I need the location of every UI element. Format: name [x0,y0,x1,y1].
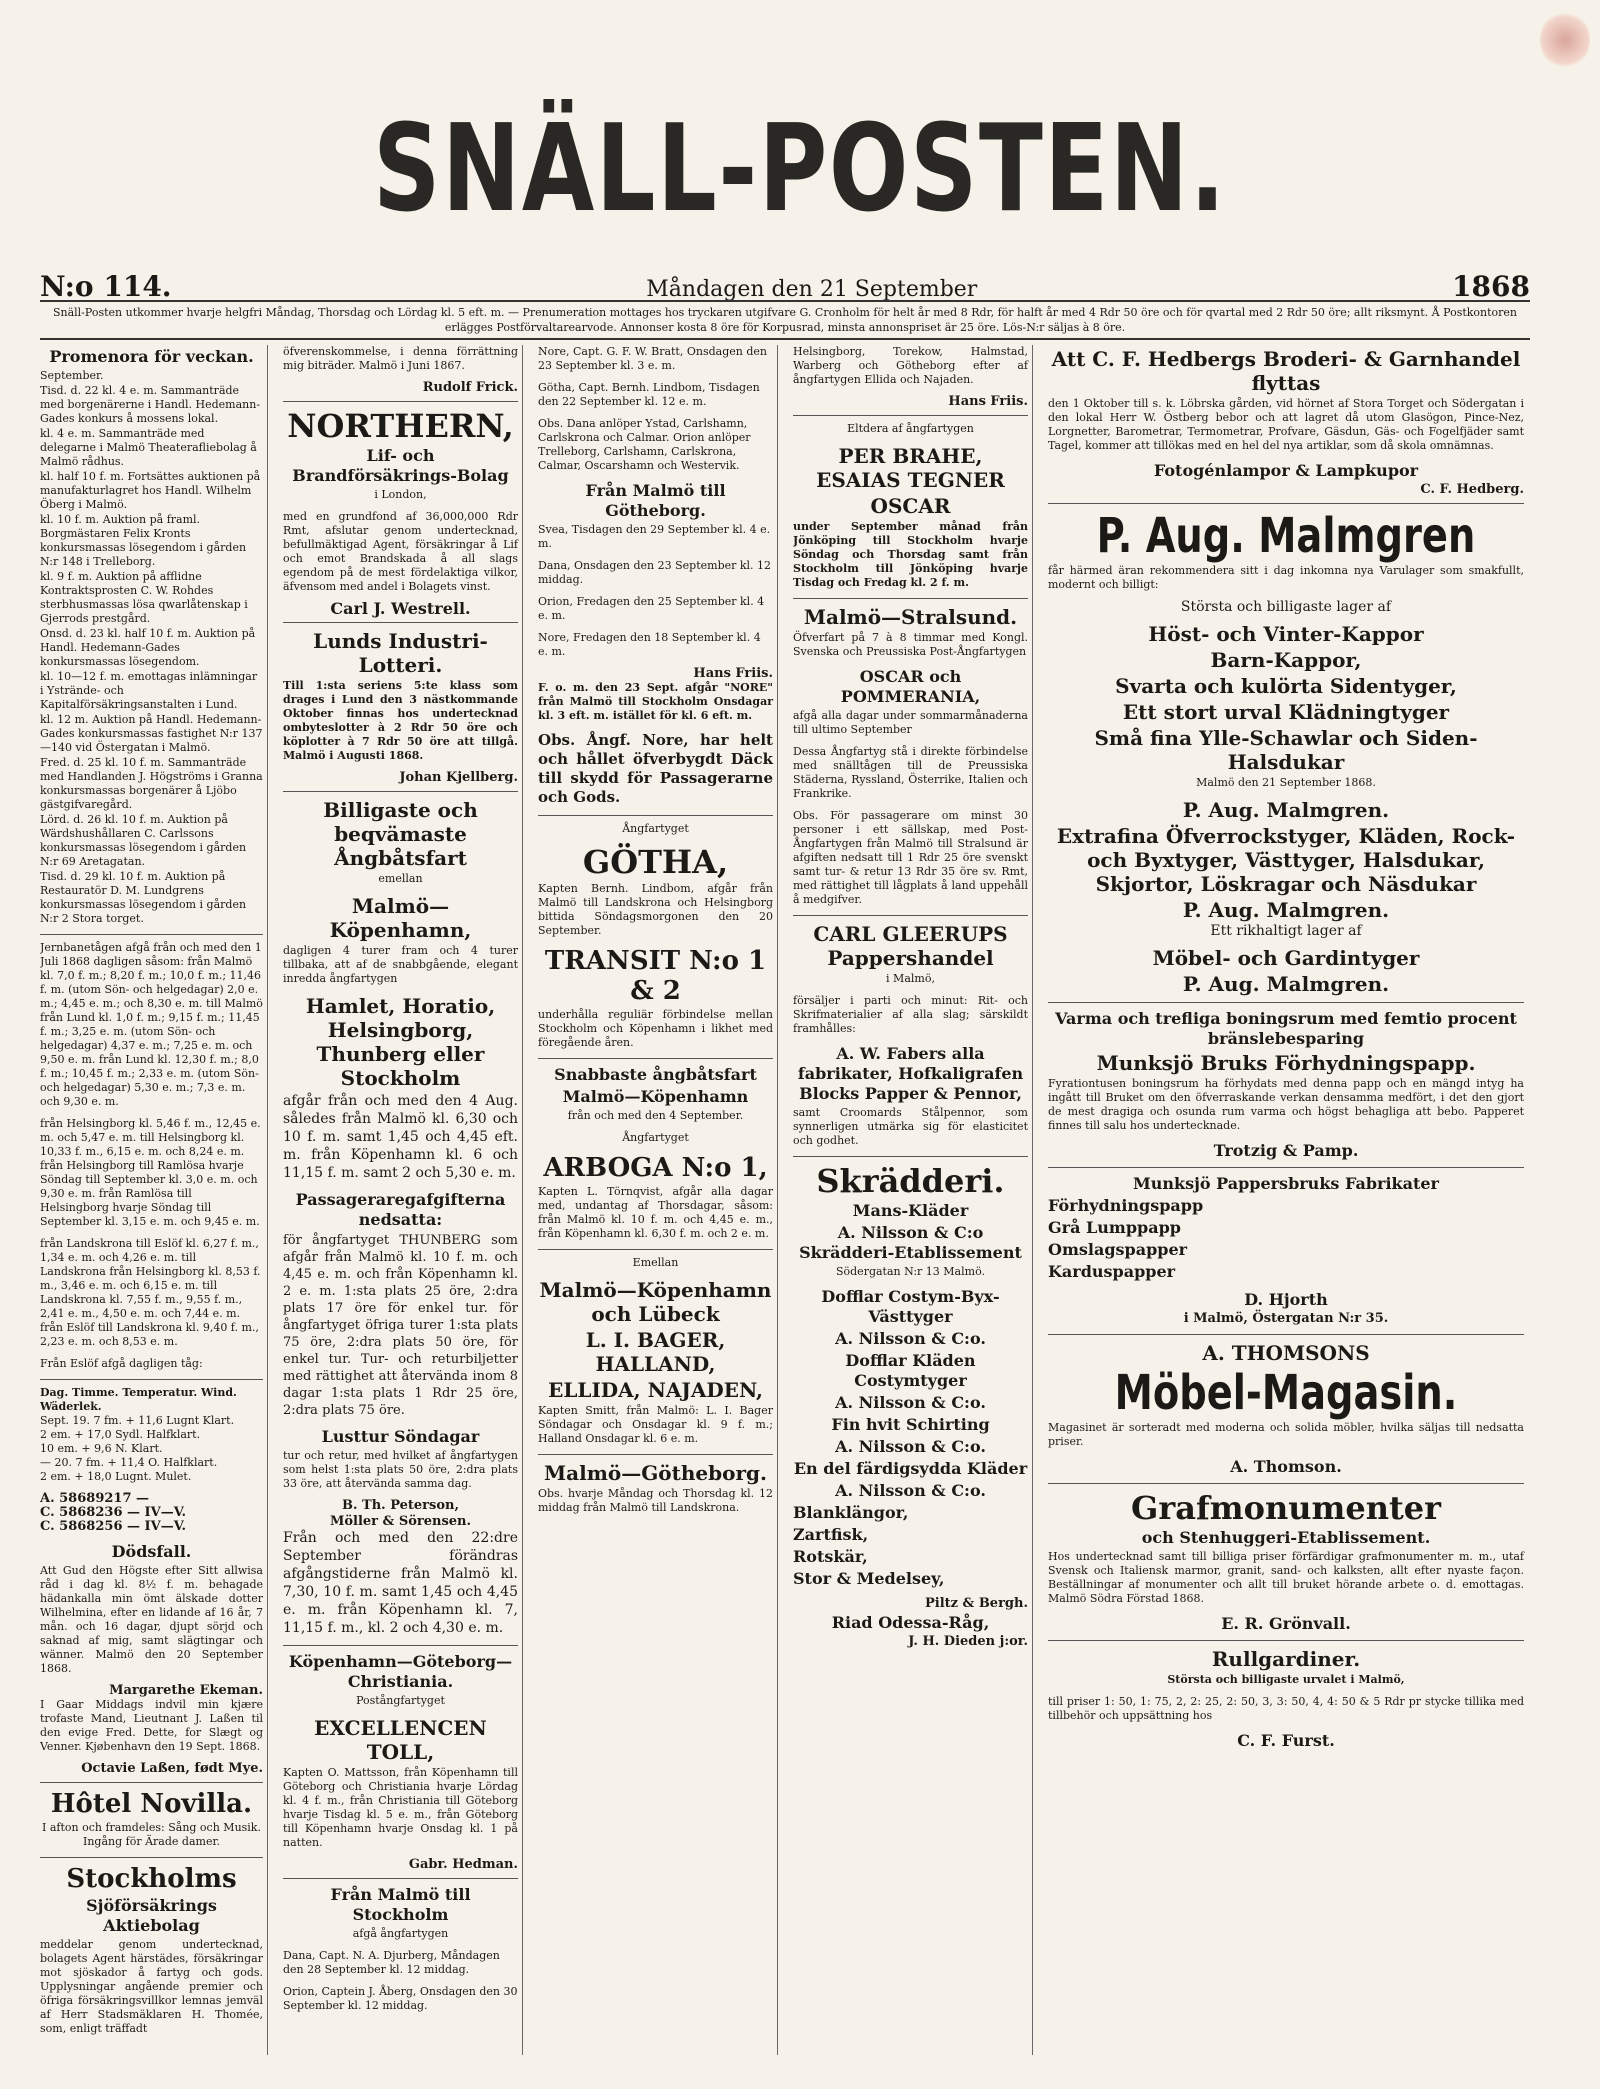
list-item: Tisd. d. 22 kl. 4 e. m. Sammanträde med borgenärerne i Handl. Hedemann-Gades konkurs å mossens lokal. [40,384,261,425]
gotha-pre: Ångfartyget [622,822,689,835]
moller-text: Från och med den 22:dre September förändras afgångstiderne från Malmö kl. 7,30, 10 f. m. samt 1,45 och 4,45 e. m. från Köpenhamn kl. 7, 11,15 f. m., kl. 2 och 4,30 e. m. [283,1530,518,1636]
promenade-block [40,347,263,926]
malmgren-item: Svarta och kulörta Sidentyger, [1115,674,1457,698]
oscar-title: OSCAR [870,494,951,518]
graf-text: Hos undertecknad samt till billiga priser förfärdigar grafmonumenter m. m., utaf Svensk och Italiensk marmor, granit, sand- och kalksten, allt efter nyaste façon. Beställningar af monumenter och allt till bruket hörande arbete o. d. emottagas. Malmö Södra Förstad 1868. [1048,1550,1524,1605]
dana2-line: Dana, Onsdagen den 23 September kl. 12 middag. [538,559,772,586]
list-item: Rotskär, [793,1547,868,1566]
mg-title: Malmö—Götheborg. [544,1461,767,1485]
kgc-sig: Gabr. Hedman. [408,1857,518,1872]
nilsson2: A. Nilsson & C:o. [835,1329,986,1348]
list-item: kl. 10—12 f. m. emottagas inlämningar i Ystrände- och Kapitalförsäkringsanstalten i Lund. [40,670,258,711]
hotel-title: Hôtel Novilla. [50,1789,253,1819]
obs-text: Obs. Dana anlöper Ystad, Carlshamn, Carlskrona och Calmar. Orion anlöper Trelleborg, Carlshamn, Carlskrona, Calmar, Oscarshamn och Westervik. [538,417,751,472]
hjorth-addr: i Malmö, Östergatan N:r 35. [1183,1311,1389,1326]
fare-text: för ångfartyget THUNBERG som afgår från Malmö kl. 10 f. m. och 4,45 e. m. och från Köpenhamn kl. 2 e. m. 1:sta plats 25 öre, 2:dra plats 17 öre för enkel tur. för ångfartyget öfriga turer 1:sta plats 75 öre, 2:dra plats 50 öre, för enkel tur. Tur- och returbiljetter med rättighet att återvända inom 8 dagar 1:sta plats 1 Rdr 25 öre, 2:dra plats 75 öre. [283,1233,518,1418]
divider [793,915,1028,916]
list-item: Fred. d. 25 kl. 10 f. m. Sammanträde med Handlanden J. Högströms i Granna konkursmassas borgenärer å Ljöbo gästgifvaregård. [40,756,263,811]
northern-title: NORTHERN, [287,407,514,445]
post-title: Från Eslöf afgå dagligen tåg: [40,1357,203,1370]
gotha-text: Kapten Bernh. Lindbom, afgår från Malmö till Landskrona och Helsingborg bittida Söndagsmorgonen den 20 September. [538,882,773,937]
promenade-title: Promenora för veckan. [49,347,254,366]
malmgren-title: P. Aug. Malmgren [1096,508,1476,564]
lottery-line: C. 5868236 — IV—V. [40,1505,187,1520]
divider [793,1156,1028,1157]
gleerup-place: i Malmö, [886,972,935,985]
malmgren-sig: P. Aug. Malmgren. [1182,798,1390,822]
northern-text: med en grundfond af 36,000,000 Rdr Rmt, afslutar genom undertecknad, befullmäktigad Agent, försäkringar å Lif och emot Brandskada å all slags egendom på de mest fördelaktiga vilkor, äfvensom med andel i Bolagets vinst. [283,510,518,593]
sunday-title: Lusttur Söndagar [321,1427,480,1446]
orion-line: Orion, Captein J. Åberg, Onsdagen den 30 September kl. 12 middag. [283,1985,518,2012]
riad-title: Riad Odessa-Råg, [831,1613,990,1632]
eltdera: Eltdera af ångfartygen [847,422,974,435]
stockholm-text: meddelar genom undertecknad, bolagets Agent härstädes, försäkringar mot sjöskador å fartyg och gods. Upplysningar angående premier och öfriga försäkringsvillkor lemnas jemväl af Herr Stadsmäklaren H. Thomée, som, enligt träffadt [40,1938,263,2035]
issue-number: N:o 114. [40,270,172,303]
divider [1048,1640,1524,1641]
list-item: kl. 9 f. m. Auktion på afflidne Kontraktsprosten C. W. Rohdes sterbhusmassas lösa qwarlåtenskap i Gjerrods prestgård. [40,570,248,625]
list-item: kl. 10 f. m. Auktion på framl. Borgmästaren Felix Kronts konkursmassas lösegendom i gården N:r 148 i Trelleborg. [40,513,247,568]
list-item: kl. 4 e. m. Sammanträde med delegarne i Malmö Theaterafliebolag å Malmö rådhus. [40,427,257,468]
stockholm-title: Stockholms [66,1864,237,1894]
column-1 [40,345,268,2055]
list-item: Omslagspapper [1048,1240,1188,1259]
deaths-sig: Margarethe Ekeman. [109,1683,263,1698]
dollar2-title: Dofflar Kläden Costymtyger [845,1351,976,1390]
list-item: Karduspapper [1048,1262,1176,1281]
hedberg-title: Att C. F. Hedbergs Broderi- & Garnhandel flyttas [1051,347,1521,395]
divider [1048,1483,1524,1484]
obs2: Obs. Ångf. Nore, har helt och hållet öfverbygdt Däck till skydd för Passagerarne och Gods. [538,731,773,806]
magasin-text: Magasinet är sorteradt med moderna och solida möbler, hvilka säljas till nedsatta priser. [1048,1421,1524,1448]
list-item: kl. half 10 f. m. Fortsättes auktionen på manufakturlagret hos Handl. Wilhelm Öberg i Malmö. [40,470,261,511]
piltz-sig: Piltz & Bergh. [924,1596,1028,1611]
arboga-title: ARBOGA N:o 1, [543,1153,768,1183]
peterson-sig: B. Th. Peterson, [341,1498,459,1513]
fardig: En del färdigsydda Kläder [793,1459,1028,1478]
lubeck-pre: Emellan [632,1256,679,1269]
divider [40,1379,263,1380]
divider [40,934,263,935]
kgc-sub: Postångfartyget [356,1694,445,1707]
list-item: Lörd. d. 26 kl. 10 f. m. Auktion på Wärdshushållaren C. Carlssons konkursmassas lösegendom i gården N:r 69 Aretagatan. [40,813,247,868]
divider [538,1249,773,1250]
divider [1048,1334,1524,1335]
trotzig-sig: Trotzig & Pamp. [1213,1141,1359,1160]
kgc-title: Köpenhamn—Göteborg—Christiania. [288,1652,513,1691]
stockholm-route: Från Malmö till Stockholm [330,1885,471,1924]
bager-title: L. I. BAGER, HALLAND, [585,1328,726,1376]
rail-text-2: från Helsingborg kl. 5,46 f. m., 12,45 e. m. och 5,47 e. m. till Helsingborg kl. 10,33 f. m., 6,15 e. m. och 8,24 e. m. från Helsingborg till Ramlösa hvarje Söndag till September kl. 3,0 e. m. och 9,30 e. m. från Ramlösa till Helsingborg hvarje Söndag till September kl. 3,15 e. m. och 9,45 e. m. [40,1117,261,1228]
croom-text: samt Croomards Stålpennor, som synnerligen utmärka sig för elasticitet och godhet. [793,1106,1028,1147]
per-title: PER BRAHE, ESAIAS TEGNER [816,444,1005,492]
lottery-line: C. 5868256 — IV—V. [40,1519,187,1534]
magasin-title: Möbel-Magasin. [1114,1365,1458,1421]
steam-text: dagligen 4 turer fram och 4 turer tillbaka, att af de snabbgående, elegant inredda ångfartygen [283,944,518,985]
dana-line: Dana, Capt. N. A. Djurberg, Måndagen den 28 September kl. 12 middag. [283,1949,500,1976]
gotha-line: Götha, Capt. Bernh. Lindbom, Tisdagen den 22 September kl. 12 e. m. [538,381,760,408]
from-gbg: Från Malmö till Götheborg. [585,481,726,520]
divider [40,1857,263,1858]
deaths-text-2: I Gaar Middags indvil min kjære trofaste Mand, Lieutnant J. Laßen til den evige Fred. Dette, for Slægt og Venner. Kjøbenhavn den 19 Sept. 1868. [40,1698,263,1753]
northern-sub: Lif- och Brandförsäkrings-Bolag [292,446,509,485]
divider [40,1782,263,1783]
mobel-title: Möbel- och Gardintyger [1152,946,1420,970]
rule-top [40,300,1530,302]
snab-title: Snabbaste ångbåtsfart [554,1065,757,1084]
divider [283,1645,518,1646]
list-item: September. [40,369,104,382]
lund-sig: Johan Kjellberg. [399,770,518,785]
rull-lead: Största och billigaste urvalet i Malmö, [1167,1673,1405,1686]
graf-title: Grafmonumenter [1131,1489,1441,1527]
hedberg-sig: C. F. Hedberg. [1420,482,1524,497]
divider [283,401,518,402]
steam-times: afgår från och med den 4 Aug. således från Malmö kl. 6,30 och 10 f. m. samt 1,45 och 4,45 eft. m. från Köpenhamn kl. 6 och 11,15 f. m. samt 2 och 5,30 e. m. [283,1093,518,1181]
malmgren-lead: Största och billigaste lager af [1180,599,1392,615]
graf-sub: och Stenhuggeri-Etablissement. [1141,1528,1431,1547]
masthead: SNÄLL-POSTEN. [373,100,1227,239]
divider [283,622,518,623]
dollar-title: Dofflar Costym-Byx-Västtyger [821,1287,1000,1326]
issue-year: 1868 [1452,270,1530,303]
nore-line: Nore, Capt. G. F. W. Bratt, Onsdagen den 23 September kl. 3 e. m. [538,345,767,372]
weather-row: 2 em. + 18,0 Lugnt. Mulet. [40,1470,192,1483]
extra-title: Extrafina Öfverrockstyger, Kläden, Rock- och Byxtyger, Västtyger, Halsdukar, Skjortor, Löskragar och Näsdukar [1056,824,1516,896]
divider [283,1878,518,1879]
lund-text: Till 1:sta seriens 5:te klass som drages i Lund den 3 nästkommande Oktober finnas hos undertecknad ombyteslotter à 2 Rdr 50 öre och köplotter à 7 Rdr 50 öre att tillgå. Malmö i Augusti 1868. [283,679,518,762]
nilsson-addr: Södergatan N:r 13 Malmö. [835,1265,985,1278]
intro-sig: Hans Friis. [948,394,1028,409]
lottery-line: A. 58689217 — [40,1491,150,1506]
jonk-text: under September månad från Jönköping till Stockholm hvarje Söndag och Thorsdag samt från Stockholm till Jönköping hvarje Tisdag och Fredag kl. 2 f. m. [793,520,1028,589]
rull-text: till priser 1: 50, 1: 75, 2, 2: 25, 2: 50, 3, 3: 50, 4, 4: 50 & 5 Rdr pr stycke tillika med tillbehör och uppsättning hos [1048,1695,1524,1722]
thomson-title: A. THOMSONS [1202,1341,1370,1365]
schirt: Fin hvit Schirting [831,1415,990,1434]
weather-header: Dag. Timme. Temperatur. Wind. Wäderlek. [40,1386,237,1413]
divider [538,815,773,816]
rule-bottom [40,338,1530,340]
hedberg-sub: Fotogénlampor & Lampkupor [1153,461,1419,480]
fish-list [793,1503,1028,1589]
arboga-pre: Ångfartyget [622,1131,689,1144]
list-item: Tisd. d. 29 kl. 10 f. m. Auktion på Restauratör D. M. Lundgrens konkursmassas lösegendom i gården N:r 2 Stora torget. [40,870,247,925]
dateline [40,270,1530,303]
lund-title: Lunds Industri-Lotteri. [313,629,488,677]
papp-list [1048,1196,1524,1282]
malmgren-sig2: P. Aug. Malmgren. [1182,898,1390,922]
stockholm-route-sub: afgå ångfartygen [352,1927,449,1940]
column-5 [1048,345,1528,2055]
ms-text3: Dessa Ångfartyg stå i direkte förbindelse med snälltågen till de Preussiska Städerna, Ryssland, Österrike, Italien och Frankrike. [793,745,1028,800]
dieden-sig: J. H. Dieden j:or. [908,1634,1028,1649]
stockholm-sub: Sjöförsäkrings Aktiebolag [86,1896,217,1935]
transit-text: underhålla reguliär förbindelse mellan Stockholm och Köpenhamn i likhet med föregående åren. [538,1008,773,1049]
ms-text: Öfverfart på 7 à 8 timmar med Kongl. Svenska och Preussiska Post-Ångfartygen [793,631,1028,658]
hotel-text: I afton och framdeles: Sång och Musik. Ingång för Ärade damer. [42,1821,261,1848]
munksjo-title: Munksjö Bruks Förhydningspapp. [1096,1051,1476,1075]
fare-title: Passageraregafgifterna nedsatta: [295,1190,506,1229]
skrad-title: Skrädderi. [816,1162,1005,1200]
divider [283,791,518,792]
subscription-notice: Snäll-Posten utkommer hvarje helgfri Måndag, Thorsdag och Lördag kl. 5 eft. m. — Prenumeration mottages hos tryckaren utgifvare G. Cronholm för helt år med 8 Rdr, för halft år med 4 Rdr 50 öre och för qvartal med 2 Rdr 50 öre; allt riksmynt. Å Postkontoren erlägges Postförvaltarearvode. Annonser kosta 8 öre för Korpusrad, minsta annonspriset är 25 öre. Lös-N:r säljas à 8 öre. [52,306,1518,334]
mg-text: Obs. hvarje Måndag och Thorsdag kl. 12 middag från Malmö till Landskrona. [538,1487,773,1514]
lottery-lines [40,1492,263,1534]
hjorth-sig: D. Hjorth [1244,1290,1328,1309]
gleerup-text: försäljer i parti och minut: Rit- och Skrifmaterialier af alla slag; särskildt framhålles: [793,994,1028,1035]
divider [793,415,1028,416]
transit-title: TRANSIT N:o 1 & 2 [544,946,767,1006]
obs-text: Obs. För passagerare om minst 30 personer i ett sällskap, med Post-Ångfartygen från Malmö till Stralsund är afgiften nedsatt till 1 Rdr 25 öre svenskt samt tur- & retur 13 Rdr 35 öre sv. Rmt, med rättighet till lågplats å land uppehåll å medgifver. [793,809,1028,906]
arboga-text: Kapten L. Törnqvist, afgår alla dagar med, undantag af Thorsdagar, såsom: från Malmö kl. 10 f. m. och 4,45 e. m., från Köpenhamn kl. 6,30 f. m. och 2 e. m. [538,1185,773,1240]
column-4 [793,345,1033,2055]
lubeck-title: Malmö—Köpenhamn och Lübeck [539,1278,772,1326]
intro-text: öfverenskommelse, i denna förrättning mig biträder. Malmö i Juni 1867. [283,345,518,372]
list-item: Onsd. d. 23 kl. half 10 f. m. Auktion på Handl. Hedemann-Gades konkursmassas lösegendom. [40,627,256,668]
weather-row: — 20. 7 fm. + 11,4 O. Halfklart. [40,1456,218,1469]
nilsson4: A. Nilsson & C:o. [835,1437,986,1456]
ellida-title: ELLIDA, NAJADEN, [548,1378,763,1402]
kgc-text: Kapten O. Mattsson, från Köpenhamn till Göteborg och Christiania hvarje Lördag kl. 4 f. m., från Christiania till Göteborg hvarje Tisdag kl. 5 e. m., från Göteborg till Köpenhamn hvarje Onsdag kl. 1 på natten. [283,1766,518,1849]
gotha-title: GÖTHA, [582,843,729,881]
list-item: Förhydningspapp [1048,1196,1204,1215]
list-item: kl. 12 m. Auktion på Handl. Hedemann-Gades konkursmassas fastighet N:r 137—140 vid Östergatan i Malmö. [40,713,263,754]
intro-text: Helsingborg, Torekow, Halmstad, Warberg och Götheborg efter af ångfartygen Ellida och Najaden. [793,345,1028,386]
column-2 [283,345,523,2055]
divider [538,1058,773,1059]
weather-row: Sept. 19. 7 fm. + 11,6 Lugnt Klart. [40,1414,235,1427]
list-item: Stor & Medelsey, [793,1569,945,1588]
malmgren-item: Barn-Kappor, [1210,648,1362,672]
mobel-lead: Ett rikhaltigt lager af [1210,923,1362,939]
oscar-pom: OSCAR och POMMERANIA, [840,667,981,706]
divider [1048,503,1524,504]
divider [1048,1002,1524,1003]
sunday-text: tur och retur, med hvilket af ångfartygen som helst 1:sta plats 50 öre, 2:dra plats 33 öre, att återvända samma dag. [283,1449,518,1490]
list-item: Grå Lumppapp [1048,1218,1181,1237]
svea-line: Svea, Tisdagen den 29 September kl. 4 e. m. [538,523,771,550]
list-item: Blanklängor, [793,1503,909,1522]
snab-date: från och med den 4 September. [567,1109,744,1122]
gleerup-title: CARL GLEERUPS Pappershandel [813,922,1008,970]
divider [1048,1167,1524,1168]
weather-row: 10 em. + 9,6 N. Klart. [40,1442,163,1455]
ms-text2: afgå alla dagar under sommarmånaderna till ultimo September [793,709,1028,736]
paper-stain [1540,10,1590,70]
columns [40,345,1530,2055]
steam-emellan: emellan [378,872,423,885]
orion2-line: Orion, Fredagen den 25 September kl. 4 e. m. [538,595,765,622]
nilsson3: A. Nilsson & C:o. [835,1393,986,1412]
snab-route: Malmö—Köpenhamn [562,1087,749,1106]
malmgren-date: Malmö den 21 September 1868. [1196,776,1376,789]
nilsson-title: A. Nilsson & C:o Skrädderi-Etablissement [799,1223,1022,1262]
gronvall-sig: E. R. Grönvall. [1221,1614,1351,1633]
thomson-sig: A. Thomson. [1230,1457,1342,1476]
steam-ships: Hamlet, Horatio, Helsingborg, Thunberg eller Stockholm [305,994,496,1090]
malmgren-item: Höst- och Vinter-Kappor [1148,622,1424,646]
list-item: Zartfisk, [793,1525,869,1544]
steam-title: Billigaste och beqvämaste Ångbåtsfart [323,798,478,870]
rail-text-3: från Landskrona till Eslöf kl. 6,27 f. m., 1,34 e. m. och 4,26 e. m. till Landskrona från Helsingborg kl. 8,53 f. m., 3,46 e. m. och 6,15 e. m. till Landskrona kl. 7,55 f. m., 9,55 f. m., 2,41 e. m., 4,50 e. m. och 7,44 e. m. från Eslöf till Landskrona kl. 9,40 f. m., 2,23 e. m. och 8,53 e. m. [40,1237,261,1348]
divider [793,598,1028,599]
deaths-title: Dödsfall. [111,1542,192,1561]
munksjo-text: Fyrationtusen boningsrum ha förhydats med denna papp och en mängd intyg ha ingått till Bruket om den öfverraskande verkan densamma medfört, i det den gjort de mest dragiga och osunda rum varma och högst behagliga att bebo. Papperet finnes till salu hos undertecknade. [1048,1077,1524,1132]
varma-title: Varma och trefliga boningsrum med femtio procent bränslebesparing [1055,1009,1517,1048]
intro-sig: Rudolf Frick. [422,380,518,395]
hedberg-text: den 1 Oktober till s. k. Löbrska gården, vid hörnet af Stora Torget och Södergatan i den lokal Herr W. Östberg bebor och att lagret då utom Glasögon, Pince-Nez, Lorgnetter, Barometrar, Termometrar, Profvare, Gäsdun, Gäs- och Fogelfjäder samt Tagel, kommer att tillökas med en hel del nya artiklar, som då skola omnämnas. [1048,397,1524,452]
issue-date: Måndagen den 21 September [646,277,978,302]
rull-title: Rullgardiner. [1211,1647,1361,1671]
steam-route: Malmö—Köpenhamn, [329,894,472,942]
malmgren-sig3: P. Aug. Malmgren. [1182,972,1390,996]
malmgren-item: Små fina Ylle-Schawlar och Siden-Halsdukar [1094,726,1478,774]
northern-place: i London, [374,488,427,501]
faber-text: A. W. Fabers alla fabrikater, Hofkaligrafen Blocks Papper & Pennor, [797,1044,1024,1103]
hans-sig: Hans Friis. [693,666,773,681]
weather-table [40,1386,263,1484]
malmgren-item: Ett stort urval Klädningtyger [1122,700,1450,724]
ms-title: Malmö—Stralsund. [803,605,1018,629]
malmgren-text: får härmed äran rekommendera sitt i dag inkomna nya Varulager som smakfullt, modernt och billigt: [1048,564,1524,591]
kgc-ship: EXCELLENCEN TOLL, [314,1716,487,1764]
mans-title: Mans-Kläder [852,1201,969,1220]
column-3 [538,345,778,2055]
rail-text: Jernbanetågen afgå från och med den 1 Juli 1868 dagligen såsom: från Malmö kl. 7,0 f. m.; 8,20 f. m.; 10,0 f. m.; 11,46 f. m. (utom Sön- och helgedagar) 2,0 e. m.; 4,45 e. m.; och 8,30 e. m. till Malmö från Lund kl. 1,0 f. m.; 9,15 f. m.; 11,45 f. m.; 3,25 e. m. (utom Sön- och helgedagar) 4,37 e. m.; 7,25 e. m. och 9,50 e. m. från Lund kl. 12,30 f. m.; 8,0 f. m.; 10,45 f. m.; 2,33 e. m. (utom Sön- och helgedagar) 5,30 e. m.; 7,3 e. m. och 9,30 e. m. [40,941,263,1108]
deaths-sig-2: Octavie Laßen, født Mye. [81,1761,263,1776]
divider [538,1454,773,1455]
moller-sig: Möller & Sörensen. [329,1514,472,1529]
lubeck-text: Kapten Smitt, från Malmö: L. I. Bager Söndagar och Onsdagar kl. 9 f. m.; Halland Onsdagar kl. 6 e. m. [538,1404,773,1445]
northern-sig: Carl J. Westrell. [330,599,471,618]
nilsson5: A. Nilsson & C:o. [835,1481,986,1500]
papp-title: Munksjö Pappersbruks Fabrikater [1133,1174,1439,1193]
deaths-text: Att Gud den Högste efter Sitt allwisa råd i dag kl. 8½ f. m. behagade hädankalla min ömt älskade dotter Wilhelmina, efter en lidande af 16 år, 7 mån. och 16 dagar, djupt sörjd och saknad af mig, samt slägtingar och wänner. Malmö den 20 September 1868. [40,1564,263,1675]
nore-notice: F. o. m. den 23 Sept. afgår "NORE" från Malmö till Stockholm Onsdagar kl. 3 eft. m. istället för kl. 6 eft. m. [538,681,773,722]
furst-sig: C. F. Furst. [1237,1731,1335,1750]
nore2-line: Nore, Fredagen den 18 September kl. 4 e. m. [538,631,761,658]
weather-row: 2 em. + 17,0 Sydl. Halfklart. [40,1428,201,1441]
